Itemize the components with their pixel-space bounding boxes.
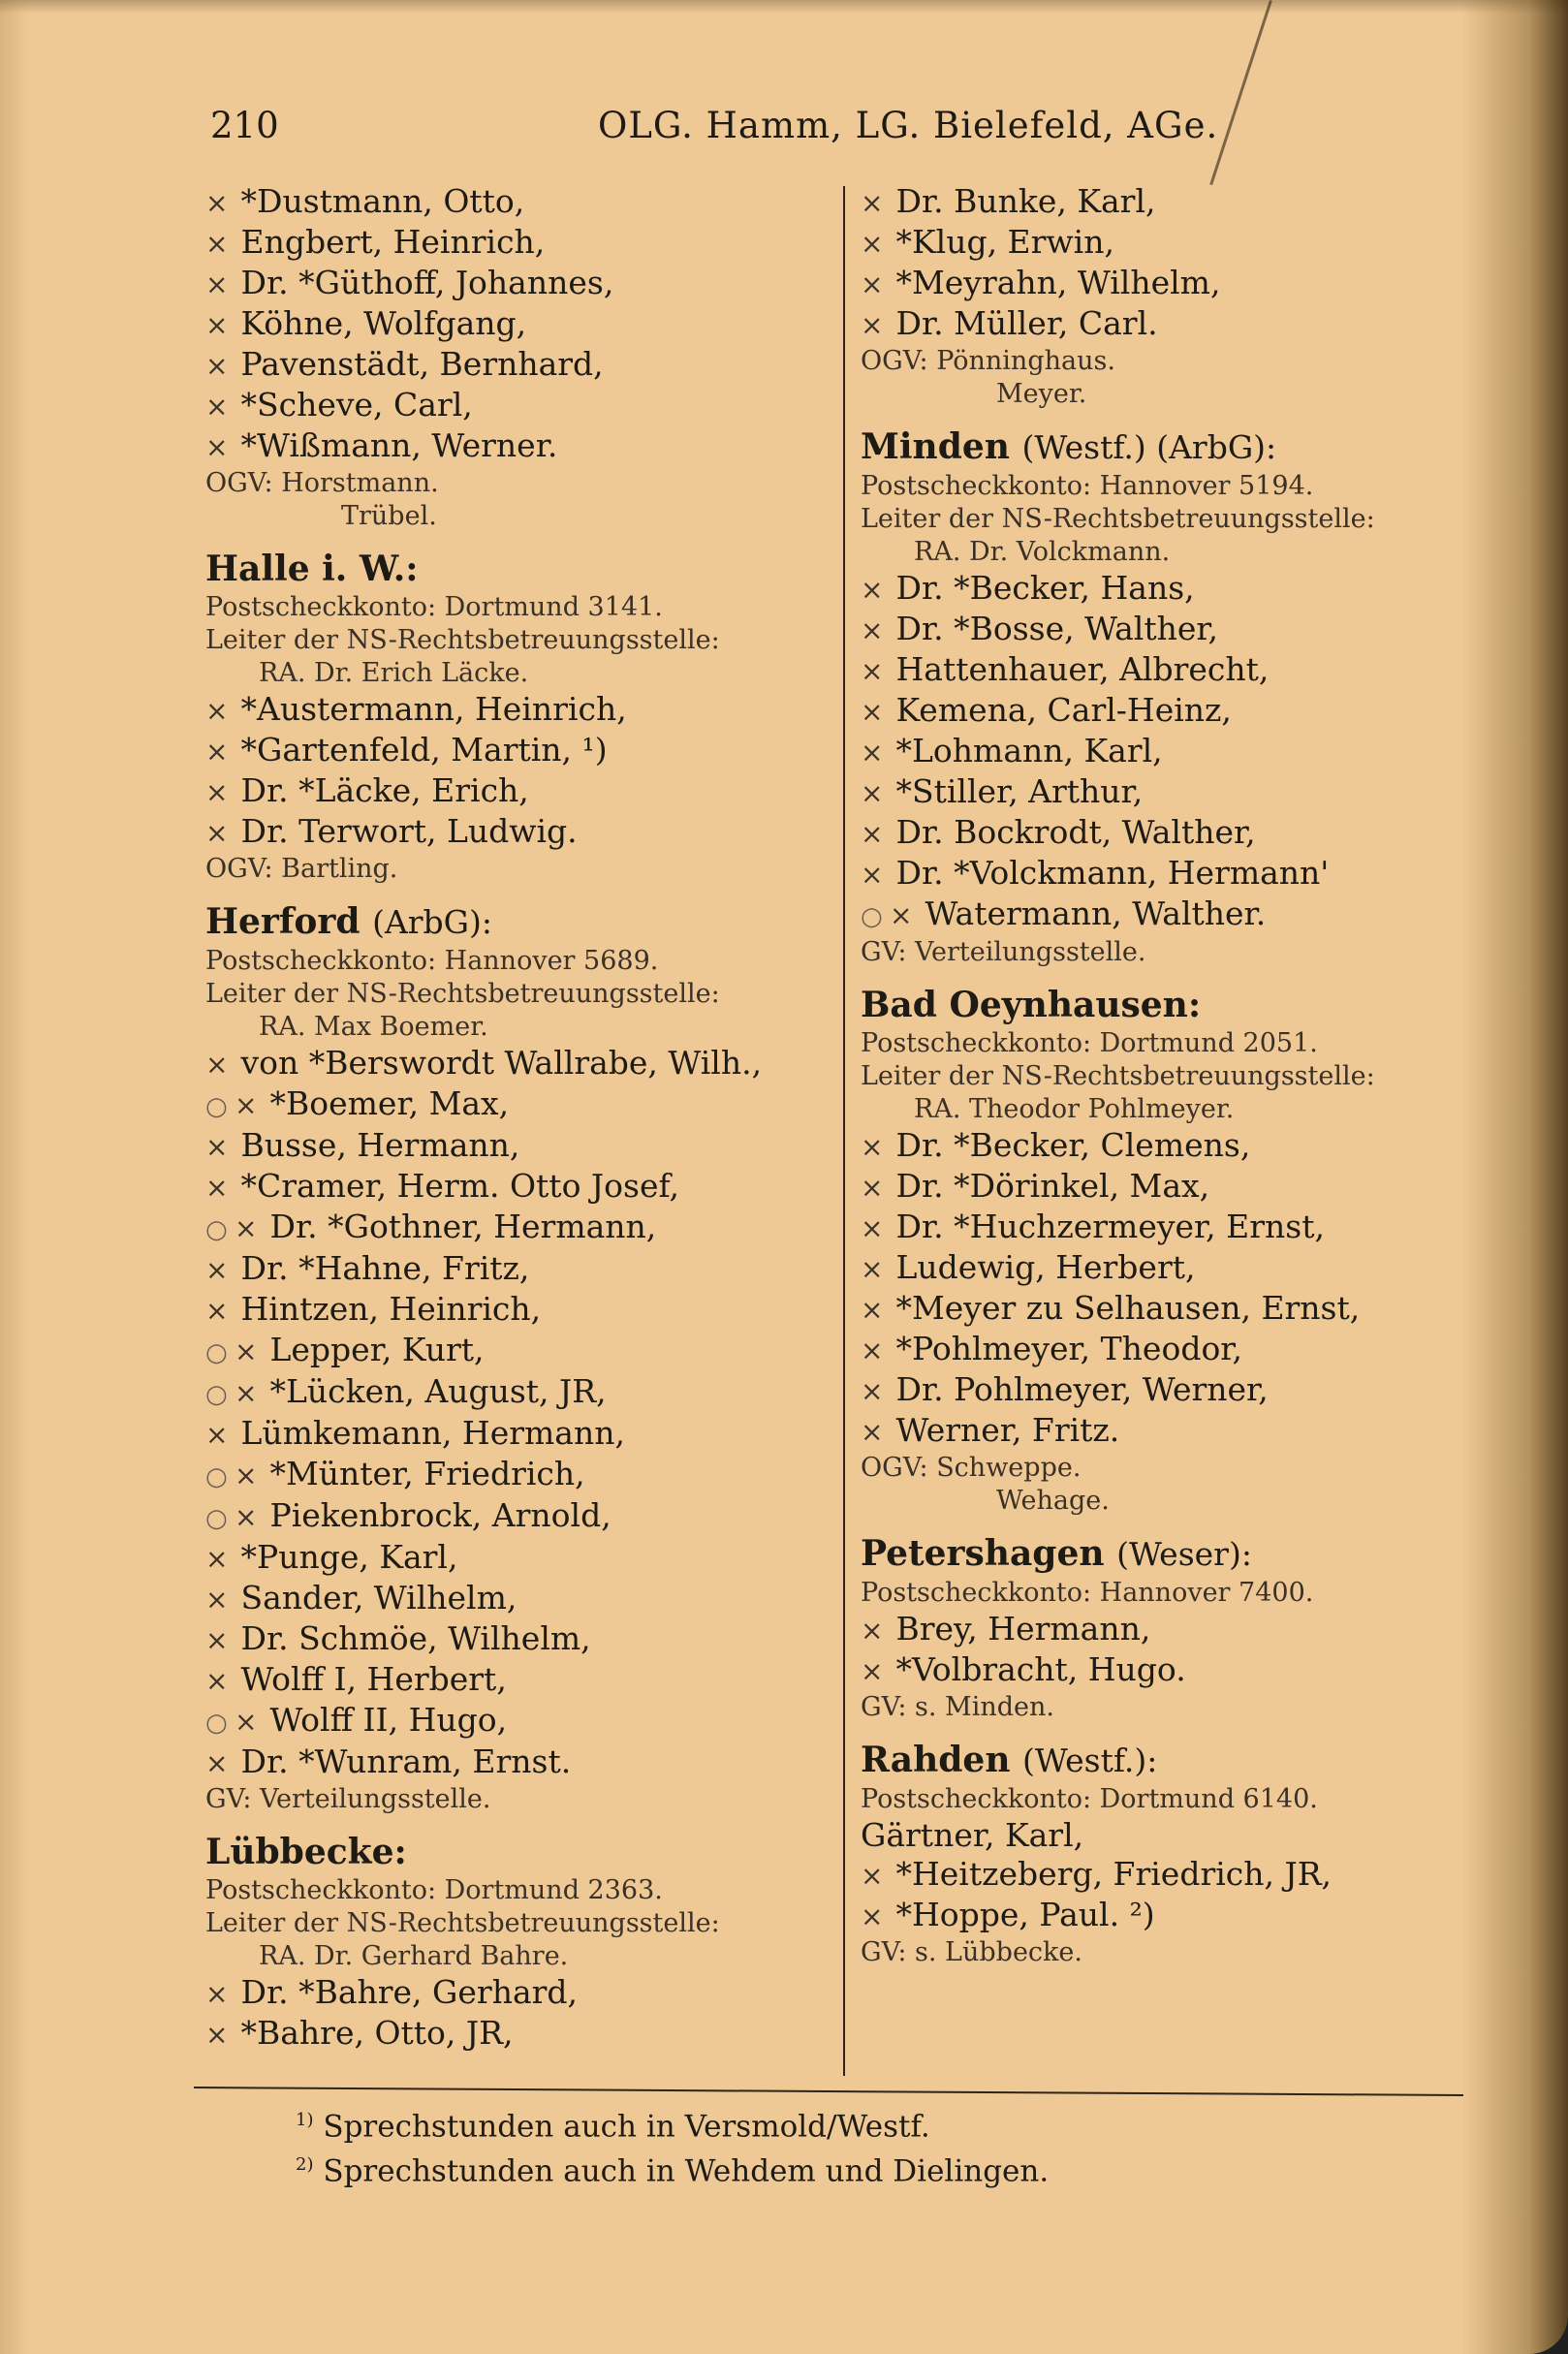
cross-icon: × — [861, 309, 884, 341]
cross-icon: × — [861, 574, 884, 606]
entry-list — [205, 1973, 845, 2055]
ogv-line: OGV: Bartling. — [205, 854, 398, 884]
cross-icon: × — [205, 391, 229, 423]
cross-icon: × — [205, 187, 229, 219]
entry-list — [861, 1816, 1500, 1936]
cross-icon: × — [205, 350, 229, 382]
cross-icon: × — [861, 1860, 884, 1892]
entry-name: *Dustmann, Otto, — [231, 182, 525, 220]
cross-icon: × — [205, 431, 229, 463]
list-item — [205, 1084, 845, 1126]
postscheck-line: Postscheckkonto: Hannover 5194. — [861, 471, 1314, 501]
list-item — [205, 1579, 845, 1619]
list-item — [205, 812, 845, 853]
leiter-name: RA. Dr. Volckmann. — [914, 537, 1171, 567]
list-item — [205, 731, 845, 771]
list-item — [205, 1619, 845, 1660]
entry-name: Dr. *Becker, Hans, — [886, 569, 1195, 607]
entry-name: *Austermann, Heinrich, — [231, 690, 627, 728]
list-item — [861, 1289, 1500, 1330]
cross-icon: × — [235, 1377, 258, 1409]
list-item — [861, 182, 1500, 223]
cross-icon: × — [205, 309, 229, 341]
gv-line: GV: s. Minden. — [861, 1692, 1054, 1722]
cross-icon: × — [861, 1294, 884, 1326]
cross-icon: × — [205, 1049, 229, 1081]
list-item — [205, 1372, 845, 1414]
entry-list — [861, 1126, 1500, 1452]
gv-line: GV: s. Lübbecke. — [861, 1937, 1082, 1967]
leiter-name: RA. Theodor Pohlmeyer. — [914, 1094, 1235, 1124]
entry-name: Gärtner, Karl, — [861, 1816, 1084, 1854]
circle-icon: ○ — [205, 1092, 228, 1121]
list-item — [205, 690, 845, 731]
list-item — [861, 854, 1500, 895]
cross-icon: × — [861, 655, 884, 687]
entry-name: *Stiller, Arthur, — [886, 772, 1144, 810]
section-heading-minden: Minden (Westf.) (ArbG): — [861, 426, 1277, 467]
entry-name: Ludewig, Herbert, — [886, 1248, 1196, 1286]
list-item — [205, 1973, 845, 2014]
cross-icon: × — [861, 1655, 884, 1687]
circle-icon: ○ — [205, 1709, 228, 1738]
cross-icon: × — [861, 187, 884, 219]
entry-name: Piekenbrock, Arnold, — [260, 1496, 612, 1534]
entry-name: Watermann, Walther. — [915, 895, 1267, 932]
list-item — [205, 1249, 845, 1290]
list-item — [205, 1538, 845, 1579]
page-number: 210 — [210, 105, 279, 146]
list-item — [861, 264, 1500, 304]
entry-name: Busse, Hermann, — [231, 1126, 520, 1164]
right-column — [861, 182, 1500, 1969]
cross-icon: × — [861, 228, 884, 260]
list-item — [861, 1248, 1500, 1289]
entry-name: *Scheve, Carl, — [231, 386, 473, 424]
cross-icon: × — [861, 1416, 884, 1448]
entry-name: Dr. Schmöe, Wilhelm, — [231, 1619, 591, 1657]
list-item — [861, 1330, 1500, 1370]
list-item — [861, 772, 1500, 813]
entry-name: Dr. *Dörinkel, Max, — [886, 1167, 1210, 1205]
entry-list — [861, 569, 1500, 936]
cross-icon: × — [205, 1419, 229, 1451]
list-item — [861, 1610, 1500, 1650]
list-item — [205, 1496, 845, 1538]
list-item — [205, 1455, 845, 1496]
footnote-2: $^{2)}$ Sprechstunden auch in Wehdem und Dielingen. — [296, 2153, 1050, 2189]
entry-name: Dr. *Bahre, Gerhard, — [231, 1973, 579, 2011]
entry-name: Dr. *Volckmann, Hermann' — [886, 854, 1330, 892]
list-item — [861, 1650, 1500, 1691]
ogv-line: OGV: Schweppe. — [861, 1453, 1082, 1483]
cross-icon: × — [205, 776, 229, 808]
entry-name: Dr. *Läcke, Erich, — [231, 771, 529, 809]
list-item — [205, 1126, 845, 1167]
entry-name: *Bahre, Otto, JR, — [231, 2014, 514, 2052]
leiter-name: RA. Dr. Gerhard Bahre. — [259, 1941, 569, 1971]
list-item — [861, 569, 1500, 610]
cross-icon: × — [205, 736, 229, 768]
list-item — [205, 1701, 845, 1742]
section-heading-herford: Herford (ArbG): — [205, 901, 493, 942]
entry-name: Dr. *Bosse, Walther, — [886, 610, 1219, 647]
list-item — [205, 223, 845, 264]
cross-icon: × — [890, 899, 913, 931]
entry-name: *Meyer zu Selhausen, Ernst, — [886, 1289, 1361, 1327]
entry-name: Köhne, Wolfgang, — [231, 304, 527, 342]
list-item — [861, 1126, 1500, 1167]
cross-icon: × — [861, 1212, 884, 1244]
entry-list — [861, 1610, 1500, 1691]
cross-icon: × — [205, 1295, 229, 1327]
section-heading-rahden: Rahden (Westf.): — [861, 1740, 1158, 1780]
leiter-label: Leiter der NS-Rechtsbetreuungsstelle: — [861, 1061, 1375, 1091]
list-item — [205, 386, 845, 426]
postscheck-line: Postscheckkonto: Dortmund 6140. — [861, 1784, 1318, 1814]
list-item — [205, 345, 845, 386]
list-item — [861, 1167, 1500, 1208]
cross-icon: × — [205, 268, 229, 300]
cross-icon: × — [861, 1172, 884, 1204]
entry-list — [205, 1044, 845, 1783]
entry-name: Dr. *Huchzermeyer, Ernst, — [886, 1208, 1325, 1245]
cross-icon: × — [205, 1543, 229, 1575]
entry-list — [205, 690, 845, 853]
ogv-line: Trübel. — [341, 501, 437, 531]
entry-name: Werner, Fritz. — [886, 1411, 1120, 1449]
cross-icon: × — [205, 1747, 229, 1779]
entry-list — [861, 182, 1500, 345]
section-heading-luebbecke: Lübbecke: — [205, 1832, 407, 1872]
entry-name: *Pohlmeyer, Theodor, — [886, 1330, 1242, 1367]
cross-icon: × — [861, 268, 884, 300]
entry-name: *Punge, Karl, — [231, 1538, 458, 1576]
cross-icon: × — [235, 1706, 258, 1738]
entry-name: Dr. Müller, Carl. — [886, 304, 1158, 342]
footnote-1: $^{1)}$ Sprechstunden auch in Versmold/Westf. — [296, 2109, 930, 2145]
entry-name: Dr. Bockrodt, Walther, — [886, 813, 1256, 851]
entry-name: Dr. *Güthoff, Johannes, — [231, 264, 614, 301]
list-item — [861, 1208, 1500, 1248]
list-item — [205, 264, 845, 304]
list-item — [861, 1816, 1500, 1855]
list-item — [205, 1742, 845, 1783]
section-heading-halle: Halle i. W.: — [205, 549, 419, 589]
footnotes — [296, 2101, 1049, 2191]
list-item — [205, 1290, 845, 1331]
postscheck-line: Postscheckkonto: Hannover 7400. — [861, 1578, 1314, 1608]
entry-name: Kemena, Carl-Heinz, — [886, 691, 1232, 729]
cross-icon: × — [205, 1978, 229, 2010]
cross-icon: × — [205, 1254, 229, 1286]
list-item — [205, 304, 845, 345]
list-item — [861, 1411, 1500, 1452]
cross-icon: × — [235, 1335, 258, 1367]
left-column — [205, 182, 845, 2055]
list-item — [861, 691, 1500, 732]
leiter-name: RA. Max Boemer. — [259, 1012, 488, 1042]
list-item — [861, 1855, 1500, 1896]
entry-name: *Münter, Friedrich, — [260, 1455, 585, 1492]
list-item — [861, 650, 1500, 691]
entry-name: *Wißmann, Werner. — [231, 426, 558, 464]
leiter-label: Leiter der NS-Rechtsbetreuungsstelle: — [861, 504, 1375, 534]
gv-line: GV: Verteilungsstelle. — [861, 937, 1146, 967]
entry-name: *Cramer, Herm. Otto Josef, — [231, 1167, 680, 1205]
entry-name: Dr. *Hahne, Fritz, — [231, 1249, 530, 1287]
circle-icon: ○ — [205, 1462, 228, 1491]
entry-name: *Lohmann, Karl, — [886, 732, 1163, 769]
leiter-label: Leiter der NS-Rechtsbetreuungsstelle: — [205, 979, 720, 1009]
entry-name: Brey, Hermann, — [886, 1610, 1151, 1648]
circle-icon: ○ — [205, 1504, 228, 1533]
cross-icon: × — [861, 859, 884, 891]
cross-icon: × — [205, 1584, 229, 1616]
entry-name: *Hoppe, Paul. ²) — [886, 1896, 1155, 1933]
cross-icon: × — [861, 696, 884, 728]
running-head: OLG. Hamm, LG. Bielefeld, AGe. — [598, 105, 1219, 146]
list-item — [861, 732, 1500, 772]
list-item — [861, 610, 1500, 650]
leiter-label: Leiter der NS-Rechtsbetreuungsstelle: — [205, 625, 720, 655]
list-item — [205, 1167, 845, 1208]
list-item — [861, 895, 1500, 936]
ogv-line: OGV: Pönninghaus. — [861, 346, 1115, 376]
list-item — [205, 1208, 845, 1249]
entry-name: *Lücken, August, JR, — [260, 1372, 607, 1410]
cross-icon: × — [205, 1131, 229, 1163]
cross-icon: × — [861, 1334, 884, 1366]
entry-name: *Klug, Erwin, — [886, 223, 1114, 261]
entry-name: Dr. *Gothner, Hermann, — [260, 1208, 657, 1245]
list-item — [205, 2014, 845, 2055]
ogv-line: Wehage. — [996, 1486, 1110, 1516]
list-item — [861, 304, 1500, 345]
circle-icon: ○ — [205, 1215, 228, 1244]
cross-icon: × — [205, 1624, 229, 1656]
entry-name: Lümkemann, Hermann, — [231, 1414, 625, 1452]
gv-line: GV: Verteilungsstelle. — [205, 1784, 491, 1814]
cross-icon: × — [205, 228, 229, 260]
cross-icon: × — [235, 1212, 258, 1244]
cross-icon: × — [861, 1253, 884, 1285]
cross-icon: × — [205, 817, 229, 849]
cross-icon: × — [861, 737, 884, 769]
cross-icon: × — [205, 2019, 229, 2051]
cross-icon: × — [861, 1131, 884, 1163]
entry-name: Wolff I, Herbert, — [231, 1660, 507, 1698]
cross-icon: × — [235, 1459, 258, 1491]
cross-icon: × — [861, 818, 884, 850]
leiter-name: RA. Dr. Erich Läcke. — [259, 658, 529, 688]
entry-name: Sander, Wilhelm, — [231, 1579, 517, 1616]
postscheck-line: Postscheckkonto: Dortmund 3141. — [205, 592, 663, 622]
entry-name: Lepper, Kurt, — [260, 1331, 485, 1368]
cross-icon: × — [861, 777, 884, 809]
leiter-label: Leiter der NS-Rechtsbetreuungsstelle: — [205, 1908, 720, 1938]
postscheck-line: Postscheckkonto: Dortmund 2363. — [205, 1875, 663, 1905]
entry-list — [205, 182, 845, 467]
cross-icon: × — [861, 1615, 884, 1647]
cross-icon: × — [861, 1900, 884, 1932]
entry-name: Hattenhauer, Albrecht, — [886, 650, 1270, 688]
entry-name: Wolff II, Hugo, — [260, 1701, 508, 1739]
circle-icon: ○ — [205, 1380, 228, 1409]
entry-name: Dr. *Wunram, Ernst. — [231, 1742, 572, 1780]
entry-name: *Boemer, Max, — [260, 1084, 510, 1122]
entry-name: *Gartenfeld, Martin, ¹) — [231, 731, 608, 769]
list-item — [205, 426, 845, 467]
entry-name: Pavenstädt, Bernhard, — [231, 345, 604, 383]
footnote-rule — [194, 2087, 1463, 2096]
list-item — [205, 771, 845, 812]
cross-icon: × — [205, 695, 229, 727]
entry-name: Dr. Terwort, Ludwig. — [231, 812, 578, 850]
entry-name: *Volbracht, Hugo. — [886, 1650, 1186, 1688]
list-item — [861, 813, 1500, 854]
list-item — [205, 1044, 845, 1084]
list-item — [205, 182, 845, 223]
cross-icon: × — [861, 1375, 884, 1407]
entry-name: Dr. Bunke, Karl, — [886, 182, 1156, 220]
ogv-line: OGV: Horstmann. — [205, 468, 439, 498]
list-item — [205, 1660, 845, 1701]
ogv-line: Meyer. — [996, 379, 1087, 409]
postscheck-line: Postscheckkonto: Dortmund 2051. — [861, 1028, 1318, 1058]
list-item — [861, 1896, 1500, 1936]
list-item — [861, 223, 1500, 264]
list-item — [205, 1331, 845, 1372]
cross-icon: × — [235, 1501, 258, 1533]
entry-name: Dr. Pohlmeyer, Werner, — [886, 1370, 1269, 1408]
section-heading-petershagen: Petershagen (Weser): — [861, 1533, 1252, 1574]
entry-name: Engbert, Heinrich, — [231, 223, 546, 261]
entry-name: *Meyrahn, Wilhelm, — [886, 264, 1221, 301]
list-item — [861, 1370, 1500, 1411]
entry-name: *Heitzeberg, Friedrich, JR, — [886, 1855, 1333, 1893]
circle-icon: ○ — [205, 1338, 228, 1367]
cross-icon: × — [205, 1665, 229, 1697]
cross-icon: × — [205, 1172, 229, 1204]
page-header — [210, 105, 1470, 163]
circle-icon: ○ — [861, 902, 883, 931]
list-item — [205, 1414, 845, 1455]
cross-icon: × — [235, 1089, 258, 1121]
section-heading-bad-oeynhausen: Bad Oeynhausen: — [861, 985, 1202, 1025]
postscheck-line: Postscheckkonto: Hannover 5689. — [205, 946, 659, 976]
cross-icon: × — [861, 614, 884, 646]
entry-name: Dr. *Becker, Clemens, — [886, 1126, 1251, 1164]
entry-name: Hintzen, Heinrich, — [231, 1290, 542, 1328]
entry-name: von *Berswordt Wallrabe, Wilh., — [231, 1044, 763, 1082]
